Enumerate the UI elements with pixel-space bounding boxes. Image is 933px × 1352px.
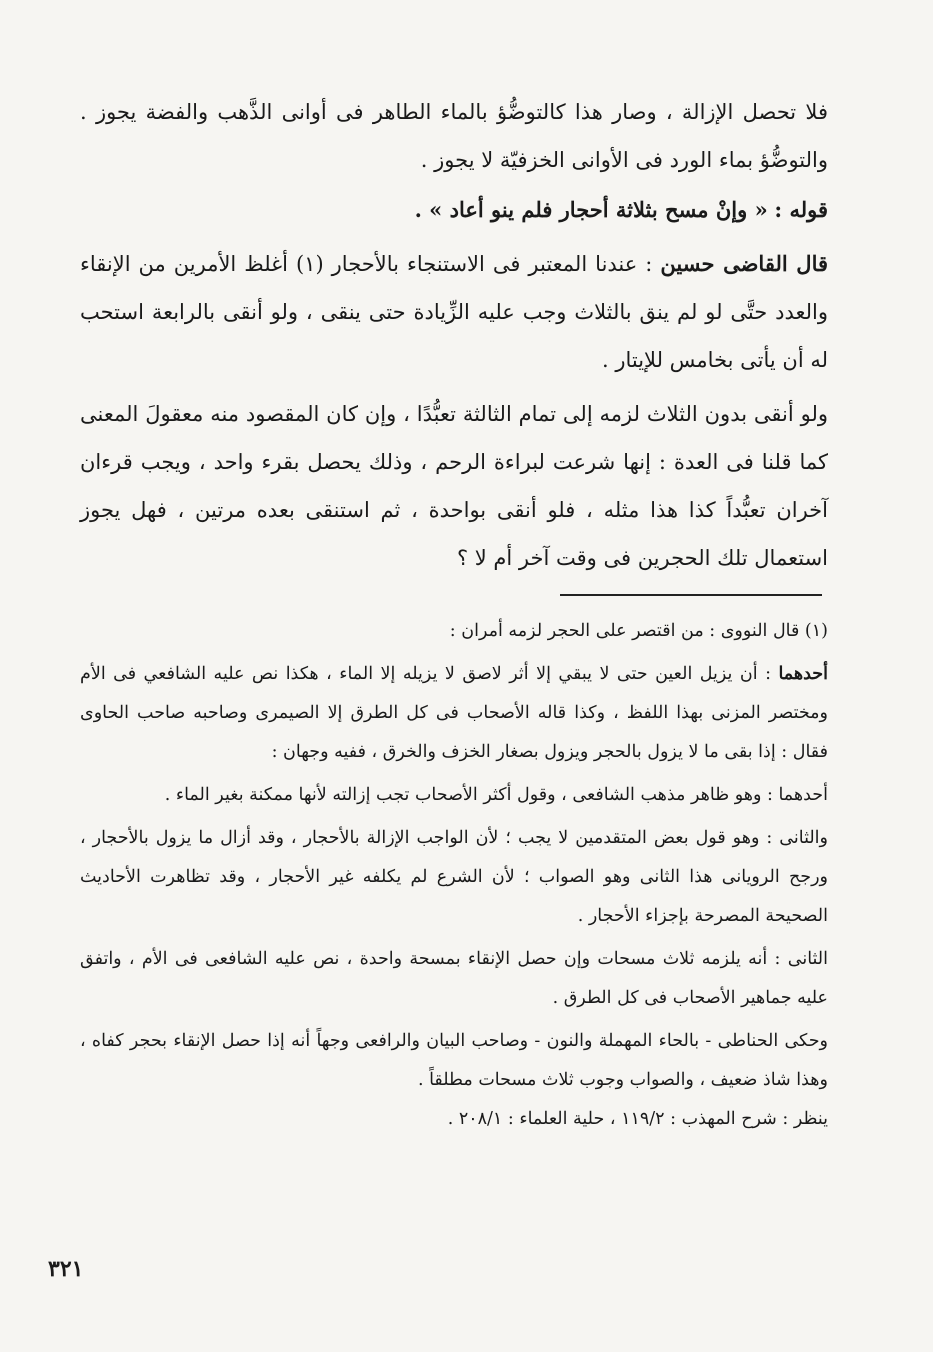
footnote-1: (١) قال النووى : من اقتصر على الحجر لزمه أمران : [449,621,828,641]
footnote-3: أحدهما : وهو ظاهر مذهب الشافعى ، وقول أكثر الأصحاب تجب إزالته لأنها ممكنة بغير الماء . [164,785,828,805]
footnote-2-lead: أحدهما [778,664,828,684]
footnote-4: والثانى : وهو قول بعض المتقدمين لا يجب ؛ لأن الواجب الإزالة بالأحجار ، وقد أزال ما يزول بالأحجار ، ورجح الرويانى هذا الثانى وهو الصواب ؛ لأن الشرع لم يكلفه غير الأحجار ، وقد تظاهرت الأحاديث الصحيحة المصرحة بإجزاء الأحجار . [80,828,828,926]
paragraph-1-line-1: فلا تحصل الإزالة ، وصار هذا كالتوضُّؤ بالماء الطاهر فى أوانى الذَّهب والفضة [145,100,828,124]
page-number: ٣٢١ [48,1256,84,1282]
quote-line [80,186,828,234]
footnote-divider [560,594,822,596]
paragraph-3: ولو أنقى بدون الثلاث لزمه إلى تمام الثالثة تعبُّدًا ، وإن كان المقصود منه معقولَ المعنى كما قلنا فى العدة : إنها شرعت لبراءة الرحم ، وذلك يحصل بقرء واحد ، ويجب قرءان آخران تعبُّداً كذا هذا مثله ، فلو أنقى بواحدة ، ثم استنقى بعده مرتين ، فهل يجوز استعمال تلك الحجرين فى وقت آخر أم لا ؟ [80,402,828,570]
footnote-7: ينظر : شرح المهذب : ١١٩/٢ ، حلية العلماء : ٢٠٨/١ . [447,1109,828,1129]
footnote-5: الثانى : أنه يلزمه ثلاث مسحات وإن حصل الإنقاء بمسحة واحدة ، نص عليه الشافعى فى الأم ، واتفق عليه جماهير الأصحاب فى كل الطرق . [80,949,829,1008]
paragraph-2 [80,240,828,384]
paragraph-1-line-2: يجوز . والتوضُّؤ بماء الورد فى الأوانى الخزفيّة لا يجوز . [80,100,828,172]
footnotes [80,612,828,1139]
footnote-6: وحكى الحناطى - بالحاء المهملة والنون - وصاحب البيان والرافعى وجهاً أنه إذا حصل الإنقاء بحجر كفاه ، وهذا شاذ ضعيف ، والصواب وجوب ثلاث مسحات مطلقاً . [80,1031,828,1090]
footnote-2-text: : أن يزيل العين حتى لا يبقي إلا أثر لاصق لا يزيله إلا الماء ، هكذا نص عليه الشافعي فى الأم ومختصر المزنى بهذا اللفظ ، وكذا قاله الأصحاب فى كل الطرق إلا الصيمرى وصاحبه صاحب الحاوى فقال : إذا بقى ما لا يزول بالحجر ويزول بصغار الخزف والخرق ، ففيه وجهان : [80,664,828,762]
paragraph-1 [80,88,828,184]
quote-text: « وإنْ مسح بثلاثة أحجار فلم ينو أعاد » . [414,197,768,222]
quote-lead: قوله : [774,197,828,222]
main-text [80,88,828,582]
paragraph-2-lead: قال القاضى حسين [660,251,829,276]
footnote-2 [80,655,828,772]
paragraph-2-text: : عندنا المعتبر فى الاستنجاء بالأحجار (١) أغلظ الأمرين من الإنقاء والعدد حتَّى لو لم ينق بالثلاث وجب عليه الزِّيادة حتى ينقى ، ولو أنقى بالرابعة استحب له أن يأتى بخامس للإيتار . [80,252,828,372]
